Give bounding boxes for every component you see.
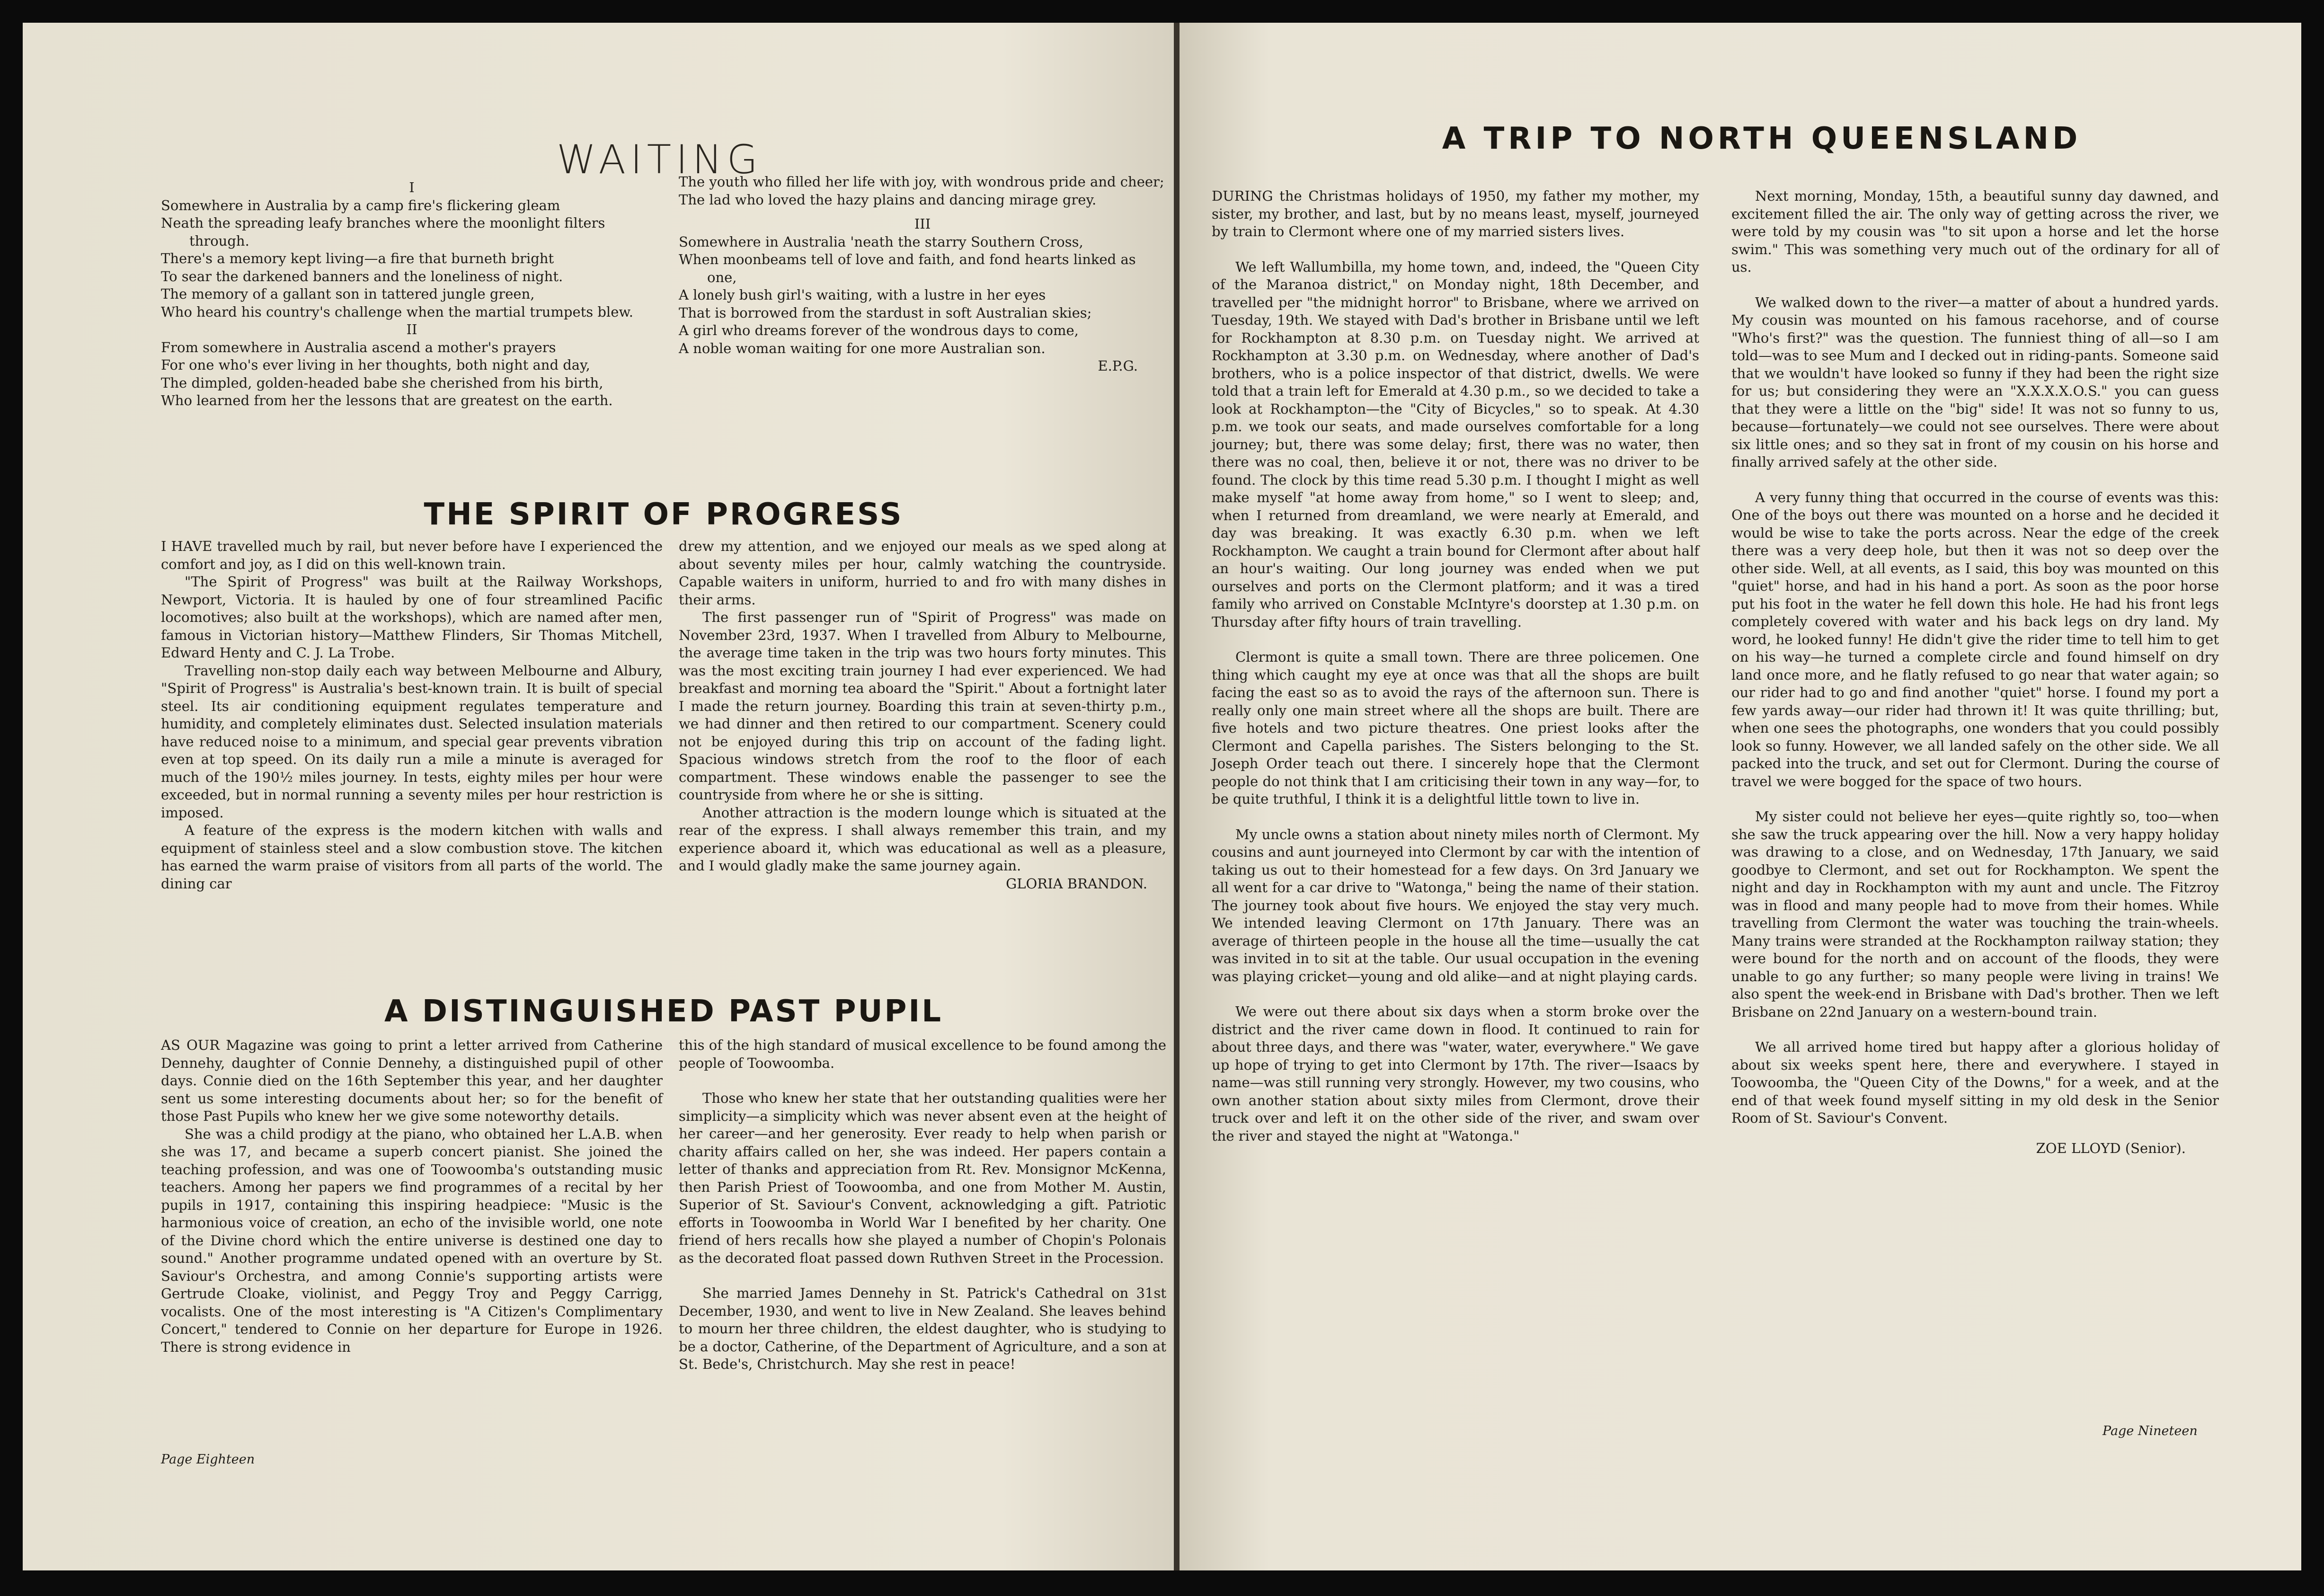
- trip-column-1: [1212, 187, 1699, 1145]
- poem-line: The memory of a gallant son in tattered jungle green,: [161, 286, 535, 302]
- poem-line: There's a memory kept living—a fire that burneth bright: [161, 250, 554, 266]
- poem-stanza-number: II: [406, 321, 417, 337]
- poem-line: Neath the spreading leafy branches where the moonlight filters through.: [161, 215, 605, 249]
- poem-line: The lad who loved the hazy plains and dancing mirage grey.: [679, 191, 1097, 208]
- poem-line: The youth who filled her life with joy, with wondrous pride and cheer;: [679, 174, 1164, 190]
- paragraph: Those who knew her state that her outstanding qualities were her simplicity—a simplicity which was never absent even at the height of her career—and her generosity. Ever ready to help when parish or charity affairs called on her, she was indeed. Her papers contain a letter of thanks and appreciation from Rt. Rev. Monsignor McKenna, then Parish Priest of Toowoomba, and one from Mother M. Austin, Superior of St. Saviour's Convent, acknowledging a gift. Patriotic efforts in Toowoomba in World War I benefited by her charity. One friend of hers recalls how she played a number of Chopin's Polonais as the decorated float passed down Ruthven Street in the Procession.: [679, 1090, 1166, 1266]
- paragraph: She was a child prodigy at the piano, who obtained her L.A.B. when she was 17, and became a superb concert pianist. She joined the teaching profession, and was one of Toowoomba's outstanding music teachers. Among her papers we find programmes of a recital by her pupils in 1917, containing this inspiring headpiece: "Music is the harmonious voice of creation, an echo of the invisible world, one note of the Divine chord which the entire universe is destined one day to sound." Another programme undated opened with an overture by St. Saviour's Orchestra, and among Connie's supporting artists were Gertrude Cloake, violinist, and Peggy Troy and Peggy Carrigg, vocalists. One of the most interesting is "A Citizen's Complimentary Concert," tendered to Connie on her departure for Europe in 1926. There is strong evidence in: [161, 1126, 663, 1355]
- page-number: Page Eighteen: [161, 1452, 255, 1467]
- paragraph: Next morning, Monday, 15th, a beautiful sunny day dawned, and excitement filled the air. The only way of getting across the river, we were told by my cousin was "to sit upon a horse and let the horse swim." This was something very much out of the ordinary for all of us.: [1731, 188, 2219, 275]
- trip-signature: ZOE LLOYD (Senior).: [2036, 1140, 2186, 1156]
- trip-column-2: [1731, 187, 2219, 1157]
- paragraph: Another attraction is the modern lounge which is situated at the rear of the express. I shall always remember this train, and my experience aboard it, which was educational as well as a pleasure, and I would gladly make the same journey again.: [679, 804, 1166, 874]
- page-number: Page Nineteen: [2102, 1424, 2198, 1438]
- pupil-column-1: [161, 1037, 663, 1356]
- left-page: [23, 23, 1174, 1570]
- right-page: [1180, 23, 2301, 1570]
- poem-line: Who heard his country's challenge when the martial trumpets blew.: [161, 303, 633, 320]
- poem-line: From somewhere in Australia ascend a mother's prayers: [161, 339, 556, 355]
- pupil-column-2: [679, 1037, 1166, 1374]
- paragraph: My sister could not believe her eyes—quite rightly so, too—when she saw the truck appearing over the hill. Now a very happy holiday was drawing to a close, and on Wednesday, 17th January, we said goodbye to Clermont, and set out for Rockhampton. We spent the night and day in Rockhampton with my aunt and uncle. The Fitzroy was in flood and many people had to move from their homes. While travelling from Clermont the water was touching the train-wheels. Many trains were stranded at the Rockhampton railway station; they were bound for the north and on account of the floods, they were unable to go any further; so many people were living in trains! We also spent the week-end in Brisbane with Dad's brother. Then we left Brisbane on 22nd January on a western-bound train.: [1731, 808, 2219, 1020]
- spirit-title: THE SPIRIT OF PROGRESS: [424, 497, 904, 532]
- paragraph: "The Spirit of Progress" was built at the Railway Workshops, Newport, Victoria. It is hauled by one of four streamlined Pacific locomotives; also built at the workshops), which are named after men, famous in Victorian history—Matthew Flinders, Sir Thomas Mitchell, Edward Henty and C. J. La Trobe.: [161, 574, 663, 661]
- poem-line: A girl who dreams forever of the wondrous days to come,: [679, 322, 1079, 338]
- poem-line: That is borrowed from the stardust in soft Australian skies;: [679, 304, 1092, 321]
- paragraph: this of the high standard of musical excellence to be found among the people of Toowoomba.: [679, 1037, 1166, 1071]
- poem-stanza-number: III: [914, 216, 931, 232]
- paragraph: Travelling non-stop daily each way between Melbourne and Albury, "Spirit of Progress" is Australia's best-known train. It is built of special steel. Its air conditioning equipment regulates temperature and humidity, and completely eliminates dust. Selected insulation materials have reduced noise to a minimum, and special gear prevents vibration even at top speed. On its daily run a mile a minute is averaged for much of the 190½ miles journey. In tests, eighty miles per hour were exceeded, but in normal running a seventy miles per hour restriction is imposed.: [161, 662, 663, 821]
- waiting-poem-col2: [679, 173, 1166, 375]
- poem-line: A lonely bush girl's waiting, with a lustre in her eyes: [679, 287, 1046, 303]
- paragraph: We all arrived home tired but happy after a glorious holiday of about six weeks spent here, there and everywhere. I stayed in Toowoomba, the "Queen City of the Downs," for a week, and at the end of that week found myself sitting in my old desk in the Senior Room of St. Saviour's Convent.: [1731, 1039, 2219, 1126]
- paragraph: AS OUR Magazine was going to print a letter arrived from Catherine Dennehy, daughter of Connie Dennehy, a distinguished pupil of other days. Connie died on the 16th September this year, and her daughter sent us some interesting documents about her; so for the benefit of those Past Pupils who knew her we give some noteworthy details.: [161, 1037, 663, 1124]
- poem-line: Somewhere in Australia 'neath the starry Southern Cross,: [679, 233, 1083, 250]
- pupil-title: A DISTINGUISHED PAST PUPIL: [384, 994, 943, 1029]
- poem-line: To sear the darkened banners and the loneliness of night.: [161, 268, 563, 284]
- paragraph: The first passenger run of "Spirit of Progress" was made on November 23rd, 1937. When I travelled from Albury to Melbourne, the average time taken in the trip was two hours forty minutes. This was the most exciting train journey I had ever experienced. We had breakfast and morning tea aboard the "Spirit." About a fortnight later I made the return journey. Boarding this train at seven-thirty p.m., we had dinner and then retired to our compartment. Scenery could not be enjoyed during this trip on account of the fading light. Spacious windows stretch from the roof to the floor of each compartment. These windows enable the passenger to see the countryside from where he or she is sitting.: [679, 609, 1166, 803]
- poem-line: When moonbeams tell of love and faith, and fond hearts linked as one,: [679, 251, 1136, 285]
- paragraph: We were out there about six days when a storm broke over the district and the river came down in flood. It continued to rain for about three days, and there was "water, water, everywhere." We gave up hope of trying to get into Clermont by 17th. The river—Isaacs by name—was still running very strongly. However, my two cousins, who own another station about sixty miles from Clermont, drove their truck over and left it on the other side of the river, and swam over the river and stayed the night at "Watonga.": [1212, 1003, 1699, 1144]
- waiting-poem-col1: [161, 179, 663, 410]
- spirit-signature: GLORIA BRANDON.: [1006, 875, 1147, 892]
- paragraph: She married James Dennehy in St. Patrick's Cathedral on 31st December, 1930, and went to live in New Zealand. She leaves behind to mourn her three children, the eldest daughter, who is studying to be a doctor, Catherine, of the Department of Agriculture, and a son at St. Bede's, Christchurch. May she rest in peace!: [679, 1285, 1166, 1372]
- paragraph: drew my attention, and we enjoyed our meals as we sped along at about seventy miles per hour, calmly watching the countryside. Capable waiters in uniform, hurried to and fro with many dishes in their arms.: [679, 538, 1166, 608]
- trip-title: A TRIP TO NORTH QUEENSLAND: [1442, 121, 2082, 156]
- poem-line: A noble woman waiting for one more Australian son.: [679, 340, 1046, 356]
- spirit-column-1: [161, 538, 663, 893]
- poem-line: Somewhere in Australia by a camp fire's flickering gleam: [161, 197, 560, 213]
- paragraph: My uncle owns a station about ninety miles north of Clermont. My cousins and aunt journeyed into Clermont by car with the intention of taking us out to their homestead for a few days. On 3rd January we all went for a car drive to "Watonga," being the name of their station. The journey took about five hours. We enjoyed the stay very much. We intended leaving Clermont on 17th January. There was an average of thirteen people in the house all the time—usually the cat was invited in to sit at the table. Our usual occupation in the evening was playing cricket—young and old alike—and at night playing cards.: [1212, 826, 1699, 984]
- paragraph: A very funny thing that occurred in the course of events was this: One of the boys out there was mounted on a horse and he decided it would be wise to take the ports across. Near the edge of the creek there was a very deep hole, but then it was not so deep over the other side. Well, at all events, as I said, this boy was mounted on this "quiet" horse, and had in his hand a port. As soon as the poor horse put his foot in the water he fell down this hole. He had his front legs completely covered with water and his back legs on dry land. My word, he looked funny! He didn't give the rider time to tell him to get on his way—he turned a complete circle and found himself on dry land once more, and he flatly refused to go near that water again; so our rider had to go and find another "quiet" horse. I found my port a few yards away—our rider had thrown it! It was quite thrilling; but, when one sees the photographs, one wonders that you could possibly look so funny. However, we all landed safely on the other side. We all packed into the truck, and set out for Clermont. During the course of travel we were bogged for the space of two hours.: [1731, 489, 2219, 789]
- book-gutter: [1174, 23, 1180, 1570]
- poem-line: For one who's ever living in her thoughts, both night and day,: [161, 357, 590, 373]
- poem-line: Who learned from her the lessons that are greatest on the earth.: [161, 392, 613, 408]
- poem-line: The dimpled, golden-headed babe she cherished from his birth,: [161, 374, 603, 391]
- waiting-title: WAITING: [557, 136, 763, 183]
- paragraph: I HAVE travelled much by rail, but never before have I experienced the comfort and joy, as I did on this well-known train.: [161, 538, 663, 572]
- paragraph: DURING the Christmas holidays of 1950, my father my mother, my sister, my brother, and last, but by no means least, myself, journeyed by train to Clermont where one of my married sisters lives.: [1212, 188, 1699, 239]
- poem-stanza-number: I: [409, 179, 415, 195]
- paragraph: A feature of the express is the modern kitchen with walls and equipment of stainless steel and a slow combustion stove. The kitchen has earned the warm praise of visitors from all parts of the world. The dining car: [161, 822, 663, 892]
- paragraph: Clermont is quite a small town. There are three policemen. One thing which caught my eye at once was that all the shops are built facing the east so as to avoid the rays of the afternoon sun. There is really only one main street where all the shops are built. There are five hotels and two picture theatres. One priest looks after the Clermont and Capella parishes. The Sisters belonging to the St. Joseph Order teach out there. I sincerely hope that the Clermont people do not think that I am criticising their town in any way—for, to be quite truthful, I think it is a delightful little town to live in.: [1212, 649, 1699, 807]
- paragraph: We walked down to the river—a matter of about a hundred yards. My cousin was mounted on his famous racehorse, and of course "Who's first?" was the question. The funniest thing of all—so I am told—was to see Mum and I decked out in riding-pants. Someone said that we wouldn't have looked so funny if they had been the right size for us; but considering they were an "X.X.X.X.O.S." you can guess that they were a little on the "big" side! It was not so funny to us, because—fortunately—we could not see ourselves. There were about six little ones; and so they sat in front of my cousin on his horse and finally arrived safely at the other side.: [1731, 294, 2219, 470]
- paragraph: We left Wallumbilla, my home town, and, indeed, the "Queen City of the Maranoa district," on Monday night, 18th December, and travelled per "the midnight horror" to Brisbane, where we arrived on Tuesday, 19th. We stayed with Dad's brother in Brisbane until we left for Rockhampton at 8.30 p.m. on Tuesday night. We arrived at Rockhampton at 3.30 p.m. on Wednesday, where another of Dad's brothers, who is a police inspector of that district, dwells. We were told that a train left for Emerald at 4.30 p.m., so we decided to take a look at Rockhampton—the "City of Bicycles," so to speak. At 4.30 p.m. we took our seats, and made ourselves comfortable for a long journey; but, there was some delay; first, there was no water, then there was no coal, then, believe it or not, there was no driver to be found. The clock by this time read 5.30 p.m. I thought I might as well make myself "at home away from home," so I went to sleep; and, when I returned from dreamland, we were nearly at Emerald, and day was breaking. It was exactly 6.30 p.m. when we left Rockhampton. We caught a train bound for Clermont after about half an hour's waiting. Our long journey was ended when we put ourselves and ports on the Clermont platform; and it was a tired family who arrived on Constable McIntyre's doorstep at 1.30 p.m. on Thursday after fifty hours of train travelling.: [1212, 258, 1699, 630]
- poem-signature: E.P.G.: [1098, 358, 1138, 374]
- spirit-column-2: [679, 538, 1166, 893]
